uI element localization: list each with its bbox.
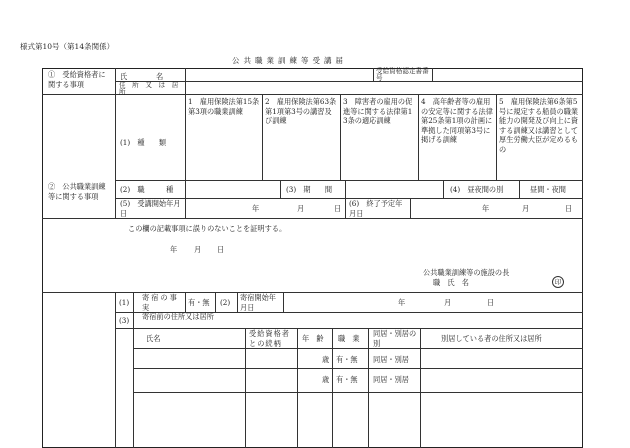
name-label: 氏 名: [120, 72, 164, 81]
row2-living[interactable]: 同居・別居: [373, 375, 409, 384]
certification-text: この欄の記載事項に誤りのないことを証明する。: [128, 224, 287, 233]
cert-number-label: 受給資格認定書番号: [376, 67, 429, 83]
end-year: 年: [482, 204, 490, 213]
day-night-value[interactable]: 昼間・夜間: [530, 185, 566, 194]
training-type-label: (1) 種 類: [120, 138, 167, 147]
address-label: 住 所 又 は 居 所: [119, 81, 199, 97]
table-row[interactable]: [134, 349, 582, 367]
lodging-row2-num: (2): [220, 298, 231, 307]
lodging-year: 年: [398, 298, 406, 307]
end-month: 月: [522, 204, 530, 213]
training-type-option-5[interactable]: 5 雇用保険法第6条第5号に規定する船員の職業能力の開発及び向上に資する訓練又は講習として厚生労働大臣が定めるもの: [499, 97, 579, 154]
col-header-separate-address: 別居している者の住所又は居所: [441, 334, 542, 343]
start-month: 月: [297, 204, 305, 213]
training-type-option-4[interactable]: 4 高年齢者等の雇用の安定等に関する法律第25条第1項の計画に準拠した同項第3号に掲げる訓練: [421, 97, 493, 144]
name-field[interactable]: [186, 69, 372, 81]
start-year: 年: [252, 204, 260, 213]
lodging-row1-num: (1): [119, 298, 130, 307]
cert-number-field[interactable]: [433, 69, 581, 81]
training-type-option-1[interactable]: 1 雇用保険法第15条第3項の職業訓練: [188, 97, 260, 116]
facility-head-label: 公共職業訓練等の施設の長: [423, 268, 510, 277]
training-type-option-2[interactable]: 2 雇用保険法第63条第1項第3号の講習及び訓練: [265, 97, 337, 125]
period-field[interactable]: [346, 181, 442, 197]
col-header-relation: 受給資格者との続柄: [249, 329, 290, 348]
address-field[interactable]: [186, 82, 581, 93]
seal-mark: 印: [552, 276, 564, 288]
start-date-label: (5) 受講開始年月日: [120, 199, 181, 218]
lodging-row3-num: (3): [119, 316, 130, 325]
period-label: (3) 期 間: [286, 185, 333, 194]
col-header-age: 年 齢: [302, 334, 324, 343]
row1-age-unit: 歳: [322, 355, 330, 364]
form-number: 様式第10号（第14条関係）: [20, 42, 115, 51]
training-section-label: ② 公共職業訓練等に関する事項: [48, 182, 106, 201]
day-night-label: (4) 昼夜間の別: [450, 185, 504, 194]
form-title: 公共職業訓練等受講届: [232, 56, 347, 65]
end-day: 日: [565, 204, 573, 213]
col-header-living: 同居・別居の別: [373, 329, 417, 348]
lodging-month: 月: [444, 298, 452, 307]
official-name-label: 職 氏 名: [433, 278, 469, 287]
cert-month: 月: [194, 245, 202, 254]
row2-occupation[interactable]: 有・無: [336, 375, 358, 384]
end-date-label: (6) 終了予定年月日: [349, 199, 403, 218]
cert-year: 年: [170, 245, 178, 254]
occupation-label: (2) 職 種: [120, 185, 174, 194]
row1-occupation[interactable]: 有・無: [336, 355, 358, 364]
row2-age-unit: 歳: [322, 375, 330, 384]
col-header-occupation: 職 業: [338, 334, 360, 343]
lodging-start-label: 寄宿開始年月日: [240, 293, 276, 312]
lodging-fact-value[interactable]: 有・無: [188, 298, 210, 307]
table-row[interactable]: [134, 369, 582, 391]
applicant-section-label: ① 受給資格者に関する事項: [48, 70, 106, 89]
occupation-field[interactable]: [186, 181, 279, 197]
training-type-option-3[interactable]: 3 障害者の雇用の促進等に関する法律第13条の適応訓練: [343, 97, 413, 125]
lodging-fact-label: 寄宿の事実: [142, 293, 179, 312]
col-header-name: 氏名: [146, 334, 161, 343]
previous-address-field[interactable]: [216, 313, 581, 327]
previous-address-label: 寄宿前の住所又は居所: [142, 312, 214, 321]
row1-living[interactable]: 同居・別居: [373, 355, 409, 364]
start-day: 日: [334, 204, 342, 213]
cert-day: 日: [217, 245, 225, 254]
lodging-day: 日: [487, 298, 495, 307]
